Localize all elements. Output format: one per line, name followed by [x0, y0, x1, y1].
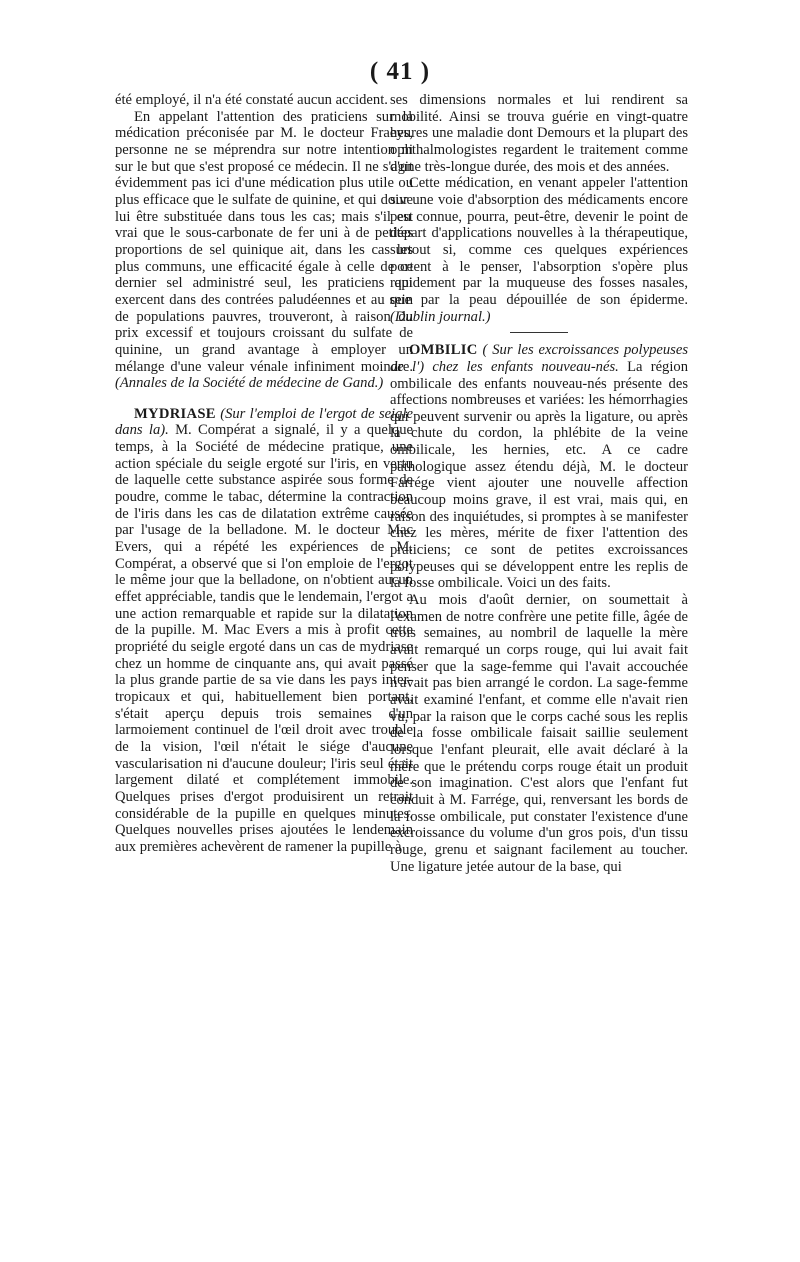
page-number: ( 41 ) — [369, 58, 431, 85]
paragraph-text: La région ombilicale des enfants nouveau-nés présente des affections nombreuses et variées: les hémorrhagies qui peuvent survenir ou après la ligature, ou après la chute du cordon, la phlébite de la veine ombilicale, les hernies, etc. A ce cadre pathologique assez étendu déjà, M. le docteur Farrége vient ajouter une nouvelle affection beaucoup moins grave, il est vrai, mais qui, en raison des inquiétudes, si promptes à se manifester chez les mères, mérite de fixer l'attention des praticiens; ce sont de petites excroissances polypeuses qui se développent entre les replis de la fosse ombilicale. Voici un des faits. — [390, 358, 688, 592]
paragraph-text: M. Compérat a signalé, il y a quelque temps, à la Société de médecine pratique, une action spéciale du seigle ergoté sur l'iris, en vertu de laquelle cette substance aspirée sous forme de poudre, comme le tabac, détermine la contraction de l'iris dans les cas de dilatation extrême causée par l'usage de la belladone. M. le docteur Mac Evers, qui a répété les expériences de M. Compérat, a observé que si l'on emploie de l'ergot le même jour que la belladone, on n'obtient aucun effet appréciable, tandis que le lendemain, l'ergot a une action remarquable et rapide sur la dilatation de la pupille. M. Mac Evers a mis à profit cette propriété du seigle ergoté dans un cas de mydriase chez un homme de cinquante ans, qui avait passé la plus grande partie de sa vie dans les pays inter-tropicaux et qui, habituellement bien portant, s'était aperçu depuis trois semaines d'un larmoiement continuel de l'œil droit avec trouble de la vision, l'œil n'était le siége d'aucune vascularisation ni d'aucune douleur; l'iris seul était largement dilaté et complétement immobile. Quelques prises d'ergot produisirent un retrait considérable de la pupille en quelques minutes. Quelques nouvelles prises ajoutées le lendemain aux premières achevèrent de ramener la pupille à — [115, 422, 414, 855]
entry-subtitle: (Sur l'emploi de l'ergot de seigle dans la). — [115, 405, 413, 439]
entry-heading: OMBILIC — [408, 342, 478, 359]
paragraph: été employé, il n'a été constaté aucun accident. — [115, 92, 388, 108]
entry-heading: MYDRIASE — [133, 405, 216, 422]
entry-subtitle: ( Sur les excroissances polypeuses de l') chez les enfants nouveau-nés. — [390, 342, 689, 375]
paragraph-text: Cette médication, en venant appeler l'attention sur une voie d'absorption des médicaments encore peu connue, pourra, peut-être, devenir le point de départ d'applications nouvelles à la thérapeutique, surtout si, comme ces quelques expériences portent à le penser, l'absorption s'opère plus rapidement par la muqueuse des fosses nasales, que par la peau dépouillée de son épiderme. — [390, 175, 688, 308]
entry-ombilic — [390, 342, 688, 592]
paragraph — [115, 109, 413, 392]
left-column — [115, 92, 413, 856]
source-citation: (Dublin journal.) — [390, 308, 491, 325]
right-column — [390, 92, 688, 875]
paragraph: ses dimensions normales et lui rendirent sa mobilité. Ainsi se trouva guérie en vingt-quatre heures une maladie dont Demours et la plupart des ophthalmologistes regardent le traitement comme d'une très-longue durée, des mois et des années. — [390, 92, 688, 175]
paragraph: Au mois d'août dernier, on soumettait à l'examen de notre confrère une petite fille, âgée de trois semaines, au nombril de laquelle la mère avait remarqué un corps rouge, qui lui avait fait penser que la sage-femme qui l'avait accouchée n'avait pas bien arrangé le cordon. La sage-femme avait examiné l'enfant, et comme elle n'avait rien vu, par la raison que le corps caché sous les replis de la fosse ombilicale faisait saillie seulement lorsque l'enfant pleurait, elle avait déclaré à la mère que le prétendu corps rouge était un produit de son imagination. C'est alors que l'enfant fut conduit à M. Farrége, qui, renversant les bords de la fosse ombilicale, put constater l'existence d'une excroissance du volume d'un gros pois, d'un tissu rouge, grenu et saignant facilement au toucher. Une ligature jetée autour de la base, qui — [390, 592, 688, 875]
section-divider — [510, 332, 568, 333]
paragraph — [390, 175, 688, 325]
entry-mydriase — [115, 406, 413, 856]
paragraph-text: En appelant l'attention des praticiens sur la médication préconisée par M. le docteur Fraeys, personne ne se méprendra sur notre intention ni sur le but que s'est proposé ce médecin. Il ne s'agit évidemment pas ici d'une médication plus utile ou plus efficace que le sulfate de quinine, et qui doive lui être substituée dans tous les cas; mais s'il est vrai que le sous-carbonate de fer uni à de petites proportions de sel quinique ait, dans les cas les plus communs, une efficacité égale à celle de ce dernier sel administré seul, les praticiens qui exercent dans des contrées paludéennes et au sein de populations pauvres, trouveront, à raison du prix excessif et toujours croissant du sulfate de quinine, un grand avantage à employer un mélange d'une valeur vénale infiniment moindre. — [115, 108, 413, 375]
source-citation: (Annales de la Société de médecine de Gand.) — [115, 375, 384, 392]
